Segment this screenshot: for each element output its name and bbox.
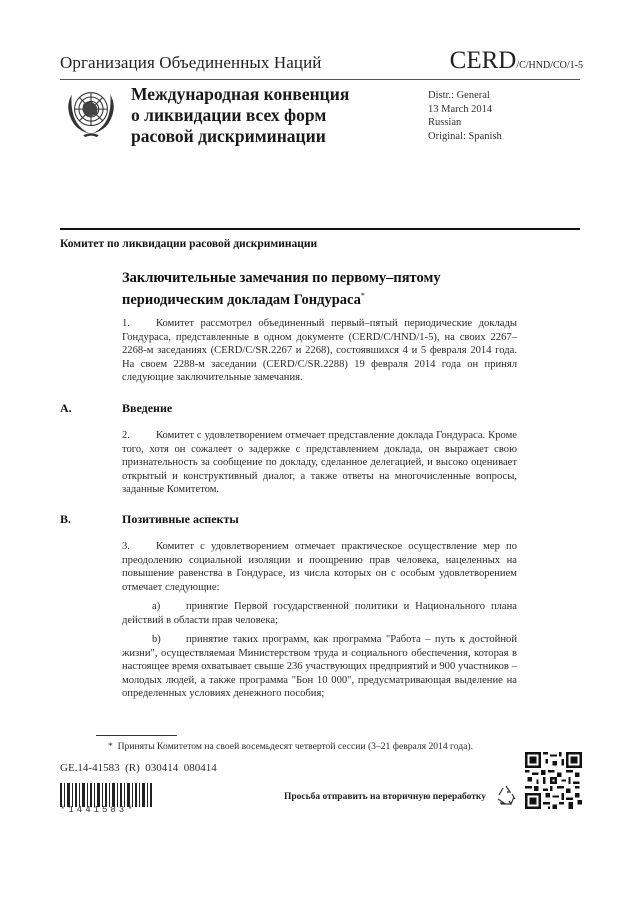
paragraph-2 (122, 429, 517, 497)
paragraph-text: Комитет с удовлетворением отмечает представление доклада Гондураса. Кроме того, хотя он сожалеет о задержке с представлением доклада, он выражает свою признательность за сообщение по докладу, сделанное делегацией, и высоко оценивает открытый и конструктивный диалог, а также ответы на многочисленные вопросы, заданные Комитетом. (122, 430, 517, 496)
un-emblem-icon (62, 82, 120, 142)
document-title-line: периодическим докладам Гондураса (122, 291, 361, 308)
document-symbol (450, 47, 583, 75)
paragraph-text: Комитет рассмотрел объединенный первый–пятый периодические доклады Гондураса, представленные в одном документе (CERD/C/HND/1-5), на своих 2267–2268-м заседаниях (CERD/C/SR.2267 и 2268), состоявшихся 4 и 5 февраля 2014 года. На своем 2288-м заседании (CERD/C/SR.2288) 19 февраля 2014 года он принял следующие заключительные замечания. (122, 318, 517, 384)
qr-code-icon (525, 752, 582, 809)
footnote-mark: * (108, 741, 113, 752)
date-line: 13 March 2014 (428, 103, 493, 115)
committee-name: Комитет по ликвидации расовой дискриминации (60, 238, 318, 250)
paragraph-number: 2. (122, 430, 130, 441)
job-number: GE.14-41583 (R) 030414 080414 (60, 762, 217, 774)
original-language-line: Original: Spanish (428, 130, 502, 142)
convention-title (131, 84, 349, 147)
barcode-number: *1441583* (60, 805, 136, 815)
footnote-marker[interactable]: * (360, 291, 365, 300)
title-rule (60, 228, 580, 230)
subparagraph-label: a) (152, 601, 161, 612)
paragraph-number: 1. (122, 318, 130, 329)
convention-title-line: о ликвидации всех форм (131, 105, 327, 125)
paragraph-3 (122, 540, 517, 594)
paragraph-1 (122, 317, 517, 385)
footnote-text: Приняты Комитетом на своей восемьдесят четвертой сессии (3–21 февраля 2014 года). (117, 741, 474, 752)
section-title: Позитивные аспекты (122, 512, 239, 526)
subparagraph-b (122, 633, 517, 701)
header-rule (60, 79, 580, 80)
language-line: Russian (428, 117, 462, 128)
section-letter: A. (60, 401, 72, 415)
subparagraph-text: принятие таких программ, как программа "Работа – путь к достойной жизни", осуществляемая Министерством труда и социального обеспечения, которая в настоящее время охватывает свыше 236 участвующих предприятий и 900 участников – молодых людей, а также программа "Бон 10 000", предусматривающая выделение на определенных условиях денежного пособия; (122, 634, 517, 700)
distribution-line: Distr.: General (428, 90, 490, 101)
organization-name: Организация Объединенных Наций (60, 53, 322, 72)
section-heading-a (60, 401, 172, 416)
document-title-line: Заключительные замечания по первому–пятому (122, 270, 441, 286)
convention-title-line: расовой дискриминации (131, 126, 326, 146)
document-title (122, 269, 441, 309)
subparagraph-label: b) (152, 634, 161, 645)
footnote-separator (96, 735, 177, 736)
distribution-info (428, 89, 502, 143)
recycle-icon (494, 783, 518, 807)
symbol-suffix: /C/HND/CO/1-5 (516, 60, 583, 71)
symbol-main: CERD (449, 47, 517, 74)
section-title: Введение (122, 401, 173, 415)
convention-title-line: Международная конвенция (131, 84, 350, 104)
section-letter: B. (60, 512, 72, 526)
footnote (108, 741, 473, 752)
barcode-icon (60, 783, 154, 807)
subparagraph-text: принятие Первой государственной политики и Национального плана действий в области прав человека; (122, 601, 517, 626)
section-heading-b (60, 512, 239, 527)
paragraph-number: 3. (122, 541, 130, 552)
recycle-notice: Просьба отправить на вторичную переработку (284, 792, 486, 802)
subparagraph-a (122, 600, 517, 627)
paragraph-text: Комитет с удовлетворением отмечает практическое осуществление мер по преодолению социальной изоляции и поощрению прав человека, нацеленных на повышение равенства в Гондурасе, из числа которых он с особым удовлетворением отмечает следующие: (122, 541, 517, 593)
